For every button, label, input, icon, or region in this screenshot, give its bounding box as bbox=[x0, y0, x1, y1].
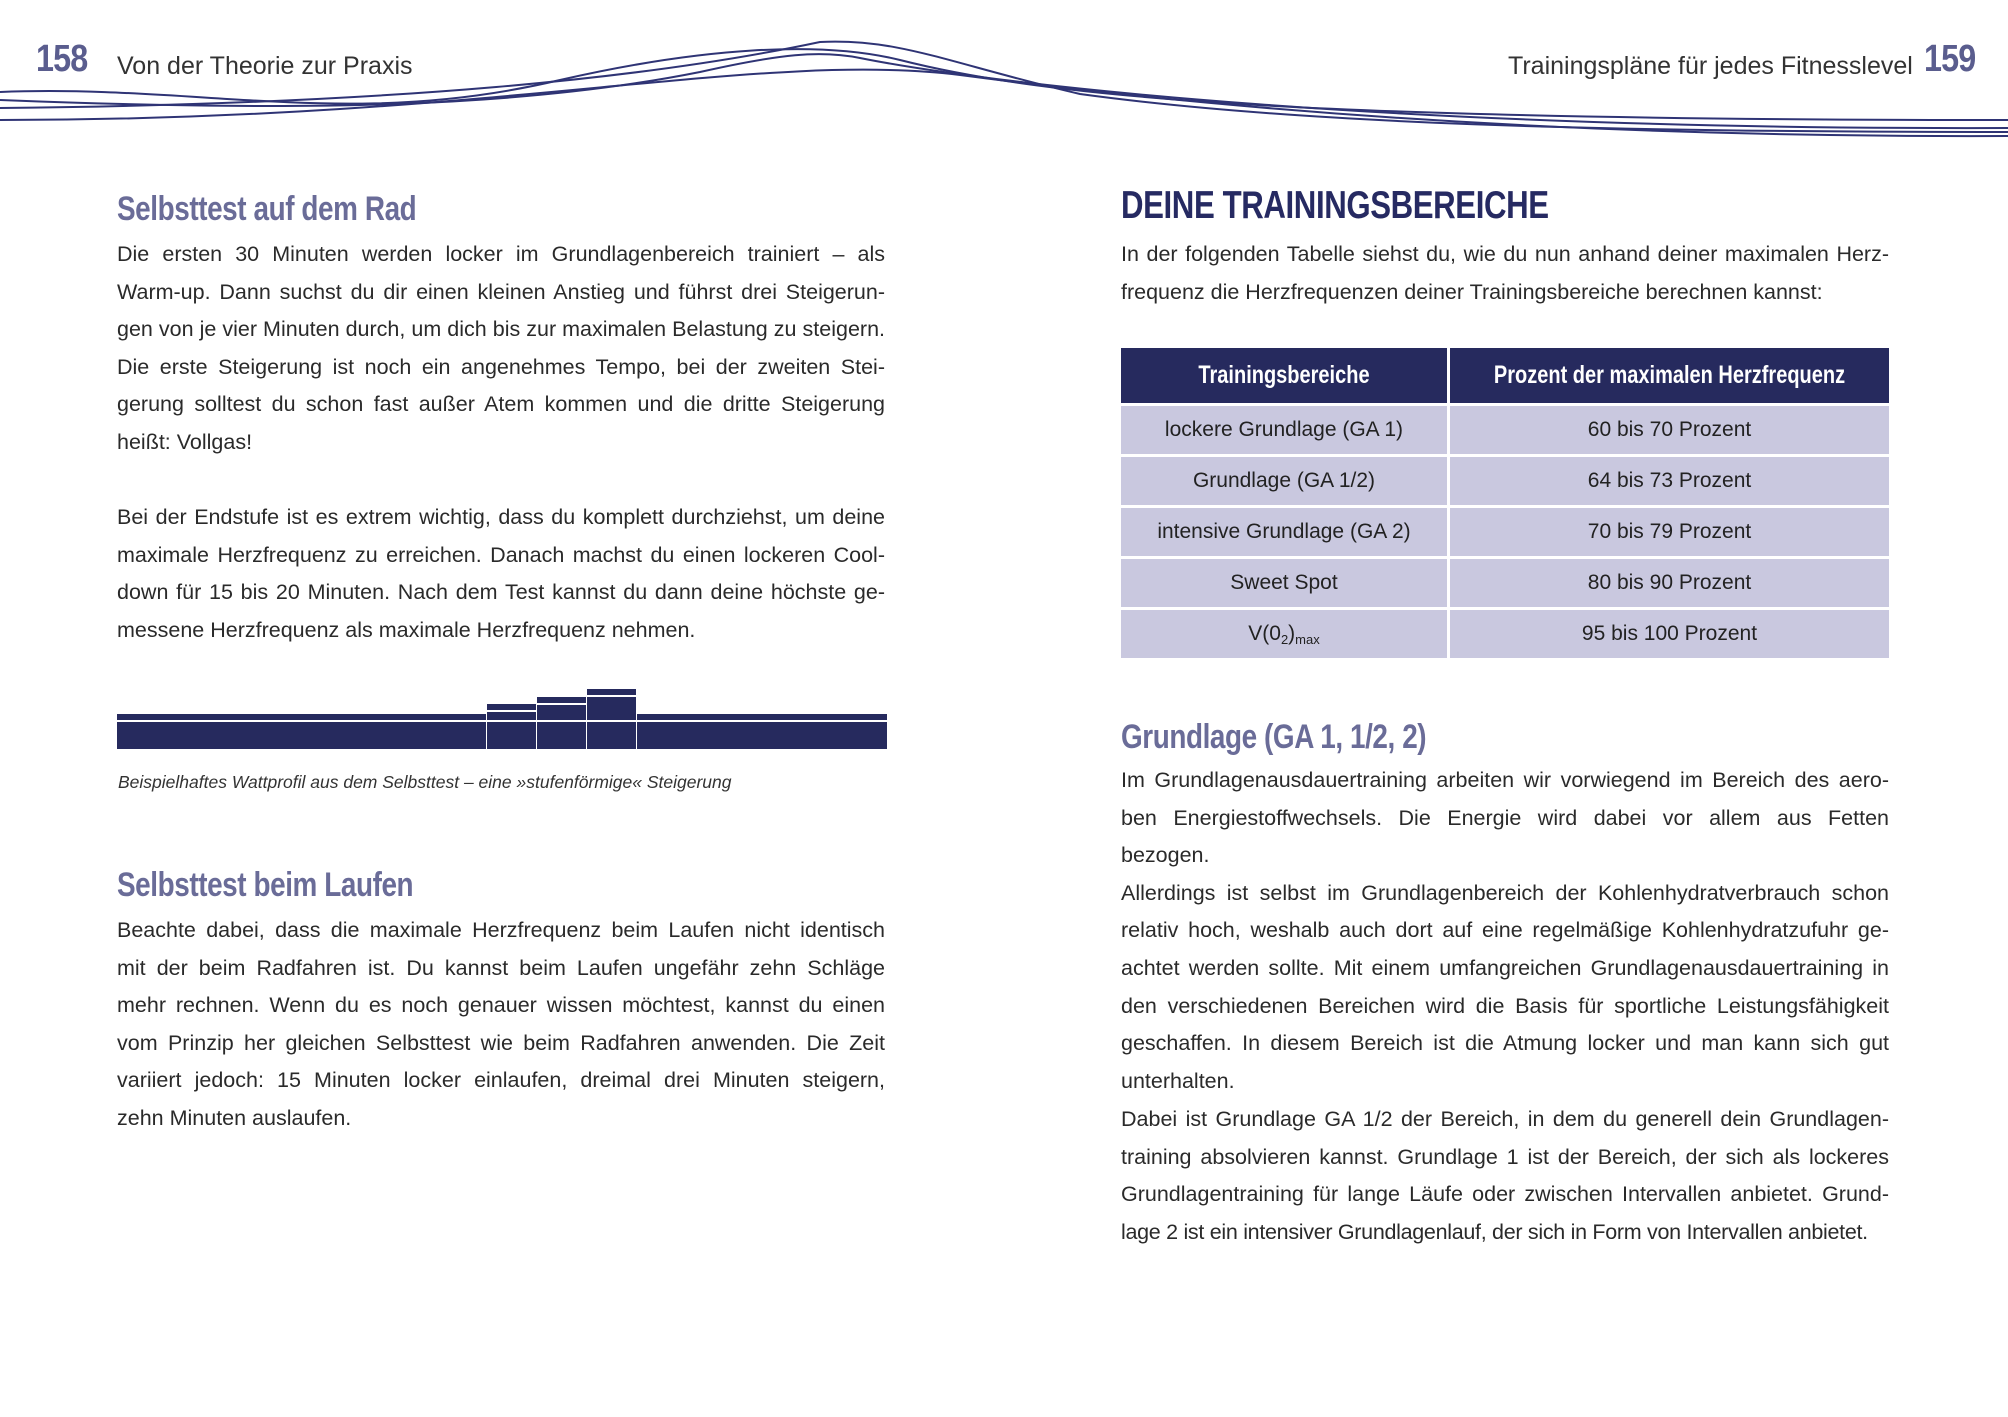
text-line: frequenz die Herzfrequenzen deiner Trainingsbereiche berechnen kannst: bbox=[1121, 279, 1823, 304]
training-zones-table bbox=[1121, 348, 1889, 658]
text-line: heißt: Vollgas! bbox=[117, 429, 253, 454]
section-heading-run-test: Selbsttest beim Laufen bbox=[117, 866, 414, 904]
text-line: gerung solltest du schon fast außer Atem kommen und die dritte Steigerung bbox=[117, 392, 885, 417]
table-intro-paragraph bbox=[1121, 236, 1889, 311]
table-row bbox=[1121, 609, 1889, 659]
table-header-cell bbox=[1448, 348, 1889, 405]
percent-cell: 80 bis 90 Prozent bbox=[1448, 558, 1889, 609]
table-row bbox=[1121, 507, 1889, 558]
text-line: Bei der Endstufe ist es extrem wichtig, dass du komplett durchziehst, um deine bbox=[117, 505, 885, 529]
bike-test-paragraph-2 bbox=[117, 499, 885, 649]
text-line: Warm-up. Dann suchst du dir einen kleinen Anstieg und führst drei Steigerun- bbox=[117, 279, 885, 304]
text-line: gen von je vier Minuten durch, um dich bis zur maximalen Belastung zu steigern. bbox=[117, 317, 885, 342]
text-line: lage 2 ist ein intensiver Grundlagenlauf, der sich in Form von Intervallen anbietet. bbox=[1121, 1219, 1868, 1244]
text-line: Beachte dabei, dass die maximale Herzfrequenz beim Laufen nicht identisch bbox=[117, 918, 885, 942]
right-running-title: Trainingspläne für jedes Fitnesslevel bbox=[1508, 52, 1913, 80]
grundlage-paragraph-1 bbox=[1121, 762, 1889, 1100]
text-line: zehn Minuten auslaufen. bbox=[117, 1105, 352, 1130]
table-header-cell bbox=[1121, 348, 1448, 405]
right-page-number: 159 bbox=[1924, 38, 1976, 80]
zone-cell: intensive Grundlage (GA 2) bbox=[1121, 507, 1448, 558]
section-heading-bike-test: Selbsttest auf dem Rad bbox=[117, 190, 417, 228]
main-heading-training-zones: DEINE TRAININGSBEREICHE bbox=[1121, 184, 1549, 227]
text-line: Grundlagentraining für lange Läufe oder zwischen Intervallen anbietet. Grund- bbox=[1121, 1182, 1889, 1207]
text-line: variiert jedoch: 15 Minuten locker einlaufen, dreimal drei Minuten steigern, bbox=[117, 1068, 885, 1093]
text-line: den verschiedenen Bereichen wird die Basis für sportliche Leistungsfähigkeit bbox=[1121, 993, 1889, 1018]
percent-cell: 60 bis 70 Prozent bbox=[1448, 405, 1889, 456]
zone-vo2max-close: ) bbox=[1288, 621, 1296, 645]
text-line: Die ersten 30 Minuten werden locker im Grundlagenbereich trainiert – als bbox=[117, 242, 885, 266]
text-line: maximale Herzfrequenz zu erreichen. Danach machst du einen lockeren Cool- bbox=[117, 542, 885, 567]
zone-cell: Sweet Spot bbox=[1121, 558, 1448, 609]
text-line: ben Energiestoffwechsels. Die Energie wird dabei vor allem aus Fetten bezogen. bbox=[1121, 805, 1889, 868]
text-line: vom Prinzip her gleichen Selbsttest wie beim Radfahren anwenden. Die Zeit bbox=[117, 1030, 885, 1055]
zone-cell-vo2max bbox=[1121, 609, 1448, 659]
watt-profile-cooldown-block bbox=[637, 714, 887, 749]
table-header-row bbox=[1121, 348, 1889, 405]
zone-vo2max-main: V(0 bbox=[1248, 621, 1281, 645]
text-line: training absolvieren kannst. Grundlage 1 ist der Bereich, der sich als lockeres bbox=[1121, 1144, 1889, 1169]
percent-cell: 70 bis 79 Prozent bbox=[1448, 507, 1889, 558]
run-test-paragraph bbox=[117, 912, 885, 1138]
text-line: geschaffen. In diesem Bereich ist die Atmung locker und man kann sich gut bbox=[1121, 1031, 1889, 1056]
percent-cell: 64 bis 73 Prozent bbox=[1448, 456, 1889, 507]
grundlage-paragraph-2 bbox=[1121, 1101, 1889, 1251]
zone-cell: Grundlage (GA 1/2) bbox=[1121, 456, 1448, 507]
text-line: relativ hoch, weshalb auch dort auf eine regelmäßige Kohlenhydratzufuhr ge- bbox=[1121, 918, 1889, 943]
table-row bbox=[1121, 456, 1889, 507]
zone-vo2max-sub-2: 2 bbox=[1280, 631, 1289, 647]
watt-profile-figure bbox=[117, 684, 887, 752]
table-row bbox=[1121, 558, 1889, 609]
section-heading-grundlage: Grundlage (GA 1, 1/2, 2) bbox=[1121, 718, 1427, 756]
table-header-zones: Trainingsbereiche bbox=[1198, 361, 1370, 389]
figure-caption: Beispielhaftes Wattprofil aus dem Selbsttest – eine »stufenförmige« Steigerung bbox=[118, 772, 732, 792]
zone-vo2max-sub-max: max bbox=[1295, 631, 1320, 647]
text-line: unterhalten. bbox=[1121, 1068, 1235, 1093]
left-page-number: 158 bbox=[36, 38, 88, 80]
text-line: Allerdings ist selbst im Grundlagenbereich der Kohlenhydratverbrauch schon bbox=[1121, 880, 1889, 905]
text-line: Im Grundlagenausdauertraining arbeiten wir vorwiegend im Bereich des aero- bbox=[1121, 768, 1889, 792]
header-wave-lines bbox=[0, 20, 2008, 140]
watt-profile-step-3 bbox=[587, 689, 636, 749]
bike-test-paragraph-1 bbox=[117, 236, 885, 462]
text-line: mit der beim Radfahren ist. Du kannst beim Laufen ungefähr zehn Schläge bbox=[117, 955, 885, 980]
text-line: Die erste Steigerung ist noch ein angenehmes Tempo, bei der zweiten Stei- bbox=[117, 354, 885, 379]
left-running-title: Von der Theorie zur Praxis bbox=[117, 52, 413, 80]
text-line: messene Herzfrequenz als maximale Herzfrequenz nehmen. bbox=[117, 617, 696, 642]
percent-cell: 95 bis 100 Prozent bbox=[1448, 609, 1889, 659]
text-line: In der folgenden Tabelle siehst du, wie du nun anhand deiner maximalen Herz- bbox=[1121, 242, 1889, 266]
text-line: mehr rechnen. Wenn du es noch genauer wissen möchtest, kannst du einen bbox=[117, 993, 885, 1018]
table-row bbox=[1121, 405, 1889, 456]
text-line: down für 15 bis 20 Minuten. Nach dem Test kannst du dann deine höchste ge- bbox=[117, 580, 885, 605]
table-header-percent: Prozent der maximalen Herzfrequenz bbox=[1493, 361, 1846, 389]
text-line: achtet werden sollte. Mit einem umfangreichen Grundlagenausdauertraining in bbox=[1121, 955, 1889, 980]
zone-cell: lockere Grundlage (GA 1) bbox=[1121, 405, 1448, 456]
watt-profile-warmup-block bbox=[117, 714, 486, 749]
text-line: Dabei ist Grundlage GA 1/2 der Bereich, in dem du generell dein Grundlagen- bbox=[1121, 1107, 1889, 1131]
